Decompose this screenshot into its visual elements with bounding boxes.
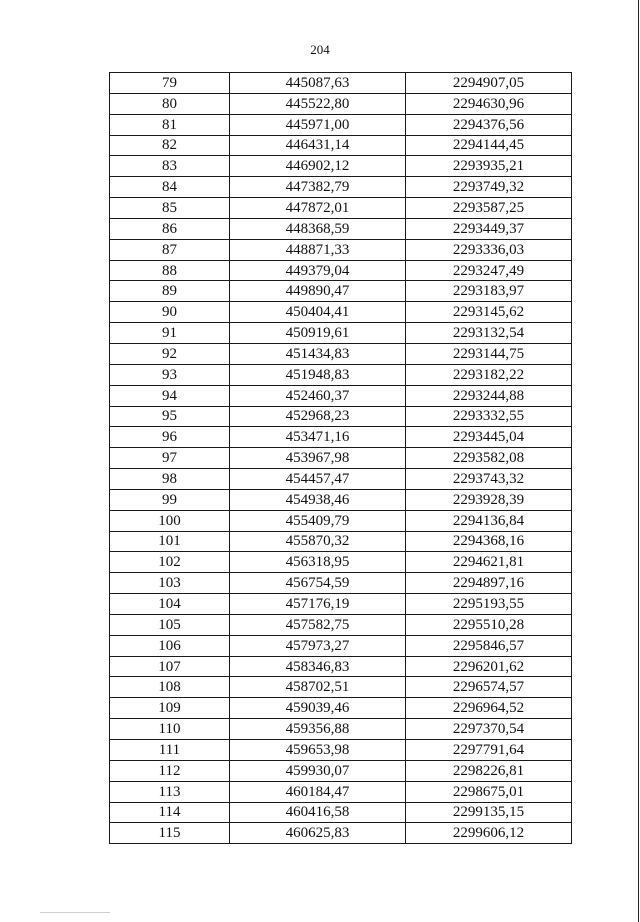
table-row [110,73,572,94]
y-coordinate-cell: 2293743,32 [406,469,572,490]
point-number-cell: 111 [110,740,230,761]
x-coordinate-cell: 459356,88 [230,719,406,740]
point-number-cell: 88 [110,260,230,281]
point-number-cell: 110 [110,719,230,740]
y-coordinate-cell: 2293244,88 [406,385,572,406]
table-row [110,740,572,761]
y-coordinate-cell: 2293182,22 [406,364,572,385]
x-coordinate-cell: 460625,83 [230,823,406,844]
point-number-cell: 80 [110,93,230,114]
y-coordinate-cell: 2294136,84 [406,510,572,531]
point-number-cell: 113 [110,781,230,802]
table-row [110,239,572,260]
x-coordinate-cell: 445971,00 [230,114,406,135]
point-number-cell: 95 [110,406,230,427]
table-row [110,302,572,323]
table-row [110,177,572,198]
point-number-cell: 114 [110,802,230,823]
y-coordinate-cell: 2294144,45 [406,135,572,156]
table-row [110,198,572,219]
point-number-cell: 104 [110,594,230,615]
table-row [110,427,572,448]
page-edge [638,0,639,922]
y-coordinate-cell: 2293183,97 [406,281,572,302]
table-row [110,469,572,490]
y-coordinate-cell: 2296964,52 [406,698,572,719]
y-coordinate-cell: 2294630,96 [406,93,572,114]
point-number-cell: 106 [110,635,230,656]
x-coordinate-cell: 459653,98 [230,740,406,761]
point-number-cell: 83 [110,156,230,177]
table-row [110,573,572,594]
y-coordinate-cell: 2297791,64 [406,740,572,761]
x-coordinate-cell: 447872,01 [230,198,406,219]
x-coordinate-cell: 456754,59 [230,573,406,594]
page-number: 204 [310,42,330,57]
x-coordinate-cell: 455409,79 [230,510,406,531]
point-number-cell: 112 [110,760,230,781]
y-coordinate-cell: 2296201,62 [406,656,572,677]
x-coordinate-cell: 454457,47 [230,469,406,490]
y-coordinate-cell: 2293445,04 [406,427,572,448]
point-number-cell: 108 [110,677,230,698]
x-coordinate-cell: 453471,16 [230,427,406,448]
y-coordinate-cell: 2293928,39 [406,489,572,510]
x-coordinate-cell: 456318,95 [230,552,406,573]
x-coordinate-cell: 455870,32 [230,531,406,552]
table-row [110,802,572,823]
table-row [110,489,572,510]
point-number-cell: 99 [110,489,230,510]
table-row [110,364,572,385]
x-coordinate-cell: 459930,07 [230,760,406,781]
table-row [110,156,572,177]
x-coordinate-cell: 445522,80 [230,93,406,114]
table-row [110,218,572,239]
table-row [110,552,572,573]
point-number-cell: 86 [110,218,230,239]
x-coordinate-cell: 450919,61 [230,323,406,344]
point-number-cell: 96 [110,427,230,448]
y-coordinate-cell: 2293247,49 [406,260,572,281]
table-row [110,614,572,635]
x-coordinate-cell: 454938,46 [230,489,406,510]
coordinates-table [109,72,572,844]
point-number-cell: 84 [110,177,230,198]
x-coordinate-cell: 452460,37 [230,385,406,406]
point-number-cell: 107 [110,656,230,677]
point-number-cell: 98 [110,469,230,490]
point-number-cell: 103 [110,573,230,594]
x-coordinate-cell: 446902,12 [230,156,406,177]
x-coordinate-cell: 457582,75 [230,614,406,635]
table-row [110,281,572,302]
point-number-cell: 97 [110,448,230,469]
y-coordinate-cell: 2293935,21 [406,156,572,177]
y-coordinate-cell: 2293449,37 [406,218,572,239]
y-coordinate-cell: 2299135,15 [406,802,572,823]
y-coordinate-cell: 2293749,32 [406,177,572,198]
x-coordinate-cell: 448871,33 [230,239,406,260]
table-row [110,531,572,552]
y-coordinate-cell: 2294897,16 [406,573,572,594]
point-number-cell: 100 [110,510,230,531]
coordinates-table-body [110,73,572,844]
table-row [110,260,572,281]
table-row [110,385,572,406]
table-row [110,135,572,156]
point-number-cell: 93 [110,364,230,385]
table-row [110,719,572,740]
x-coordinate-cell: 449379,04 [230,260,406,281]
table-row [110,594,572,615]
table-row [110,93,572,114]
table-row [110,823,572,844]
x-coordinate-cell: 460184,47 [230,781,406,802]
point-number-cell: 92 [110,343,230,364]
y-coordinate-cell: 2293336,03 [406,239,572,260]
y-coordinate-cell: 2293332,55 [406,406,572,427]
table-row [110,448,572,469]
y-coordinate-cell: 2294621,81 [406,552,572,573]
x-coordinate-cell: 446431,14 [230,135,406,156]
point-number-cell: 101 [110,531,230,552]
x-coordinate-cell: 449890,47 [230,281,406,302]
y-coordinate-cell: 2299606,12 [406,823,572,844]
y-coordinate-cell: 2295193,55 [406,594,572,615]
point-number-cell: 105 [110,614,230,635]
y-coordinate-cell: 2293144,75 [406,343,572,364]
table-row [110,635,572,656]
x-coordinate-cell: 453967,98 [230,448,406,469]
table-row [110,406,572,427]
scan-artifact [40,912,110,913]
point-number-cell: 85 [110,198,230,219]
x-coordinate-cell: 457176,19 [230,594,406,615]
x-coordinate-cell: 460416,58 [230,802,406,823]
point-number-cell: 94 [110,385,230,406]
y-coordinate-cell: 2293132,54 [406,323,572,344]
point-number-cell: 102 [110,552,230,573]
x-coordinate-cell: 450404,41 [230,302,406,323]
table-row [110,510,572,531]
x-coordinate-cell: 447382,79 [230,177,406,198]
point-number-cell: 91 [110,323,230,344]
table-row [110,677,572,698]
y-coordinate-cell: 2295846,57 [406,635,572,656]
point-number-cell: 81 [110,114,230,135]
table-row [110,656,572,677]
table-row [110,781,572,802]
table-row [110,114,572,135]
y-coordinate-cell: 2297370,54 [406,719,572,740]
x-coordinate-cell: 448368,59 [230,218,406,239]
table-row [110,760,572,781]
point-number-cell: 90 [110,302,230,323]
y-coordinate-cell: 2293582,08 [406,448,572,469]
y-coordinate-cell: 2294907,05 [406,73,572,94]
point-number-cell: 79 [110,73,230,94]
point-number-cell: 89 [110,281,230,302]
x-coordinate-cell: 451434,83 [230,343,406,364]
x-coordinate-cell: 458702,51 [230,677,406,698]
point-number-cell: 115 [110,823,230,844]
x-coordinate-cell: 452968,23 [230,406,406,427]
point-number-cell: 87 [110,239,230,260]
x-coordinate-cell: 459039,46 [230,698,406,719]
x-coordinate-cell: 445087,63 [230,73,406,94]
point-number-cell: 109 [110,698,230,719]
y-coordinate-cell: 2293587,25 [406,198,572,219]
x-coordinate-cell: 458346,83 [230,656,406,677]
y-coordinate-cell: 2293145,62 [406,302,572,323]
y-coordinate-cell: 2295510,28 [406,614,572,635]
y-coordinate-cell: 2294368,16 [406,531,572,552]
table-row [110,698,572,719]
x-coordinate-cell: 451948,83 [230,364,406,385]
y-coordinate-cell: 2298675,01 [406,781,572,802]
table-row [110,343,572,364]
x-coordinate-cell: 457973,27 [230,635,406,656]
table-row [110,323,572,344]
y-coordinate-cell: 2298226,81 [406,760,572,781]
y-coordinate-cell: 2294376,56 [406,114,572,135]
point-number-cell: 82 [110,135,230,156]
y-coordinate-cell: 2296574,57 [406,677,572,698]
